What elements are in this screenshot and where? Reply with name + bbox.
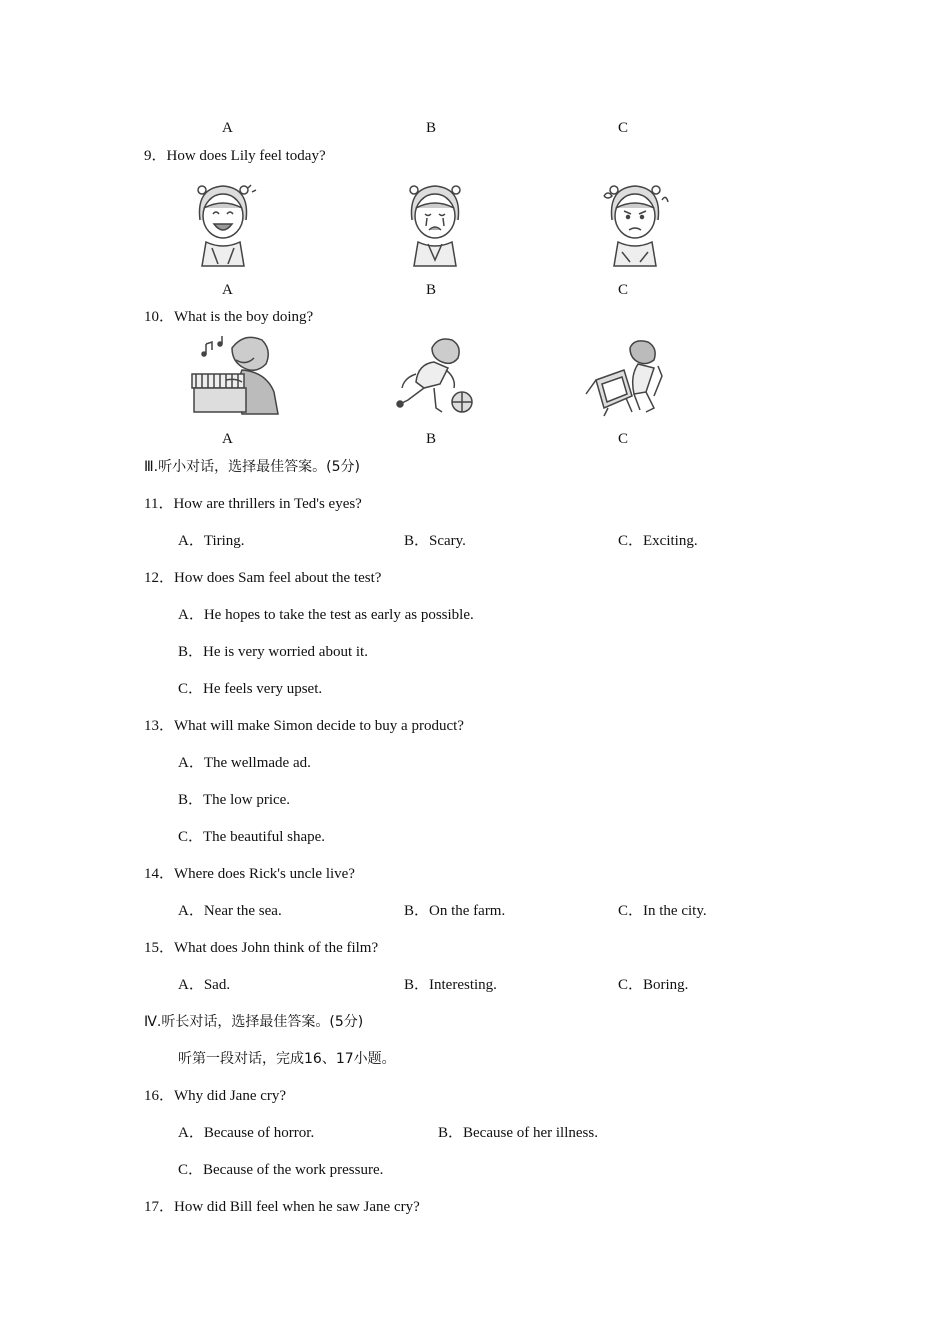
boy-playing-basketball-icon [394,334,484,418]
question-13: 13．What will make Simon decide to buy a product? [144,718,464,734]
option-label-b: B [426,431,437,447]
girl-crying-icon [400,180,470,270]
option-a: A．Near the sea. [178,903,282,919]
section-4-instruction: 听第一段对话，完成16、17小题。 [178,1051,396,1067]
option-b: B．On the farm. [404,903,506,919]
option-a: A．Sad. [178,977,231,993]
option-b: B．He is very worried about it. [178,644,368,660]
option-b: B．The low price. [178,792,291,808]
question-16: 16．Why did Jane cry? [144,1088,287,1104]
option-b: B．Scary. [404,533,466,549]
option-a: A．Because of horror. [178,1125,315,1141]
question-17: 17．How did Bill feel when he saw Jane cry? [144,1199,420,1215]
option-label-c: C [618,120,629,136]
option-label-a: A [222,282,233,298]
option-a: A．He hopes to take the test as early as possible. [178,607,474,623]
option-label-b: B [426,282,437,298]
option-label-a: A [222,120,233,136]
boy-watching-tv-icon [584,336,676,420]
question-11: 11．How are thrillers in Ted's eyes? [144,496,362,512]
question-9: 9．How does Lily feel today? [144,148,326,164]
question-10: 10．What is the boy doing? [144,309,314,325]
girl-laughing-icon [188,180,258,270]
boy-playing-piano-icon [186,330,282,420]
option-c: C．The beautiful shape. [178,829,326,845]
section-3-title: Ⅲ.听小对话，选择最佳答案。(5分) [144,459,360,475]
option-label-a: A [222,431,233,447]
option-a: A．Tiring. [178,533,245,549]
question-15: 15．What does John think of the film? [144,940,379,956]
option-label-c: C [618,282,629,298]
option-c: C．Because of the work pressure. [178,1162,384,1178]
option-c: C．Exciting. [618,533,698,549]
section-4-title: Ⅳ.听长对话，选择最佳答案。(5分) [144,1014,364,1030]
option-a: A．The wellmade ad. [178,755,311,771]
question-12: 12．How does Sam feel about the test? [144,570,382,586]
option-b: B．Because of her illness. [438,1125,598,1141]
girl-angry-icon [600,180,670,270]
question-14: 14．Where does Rick's uncle live? [144,866,355,882]
option-c: C．He feels very upset. [178,681,323,697]
option-c: C．In the city. [618,903,707,919]
option-c: C．Boring. [618,977,689,993]
option-b: B．Interesting. [404,977,497,993]
option-label-c: C [618,431,629,447]
option-label-b: B [426,120,437,136]
